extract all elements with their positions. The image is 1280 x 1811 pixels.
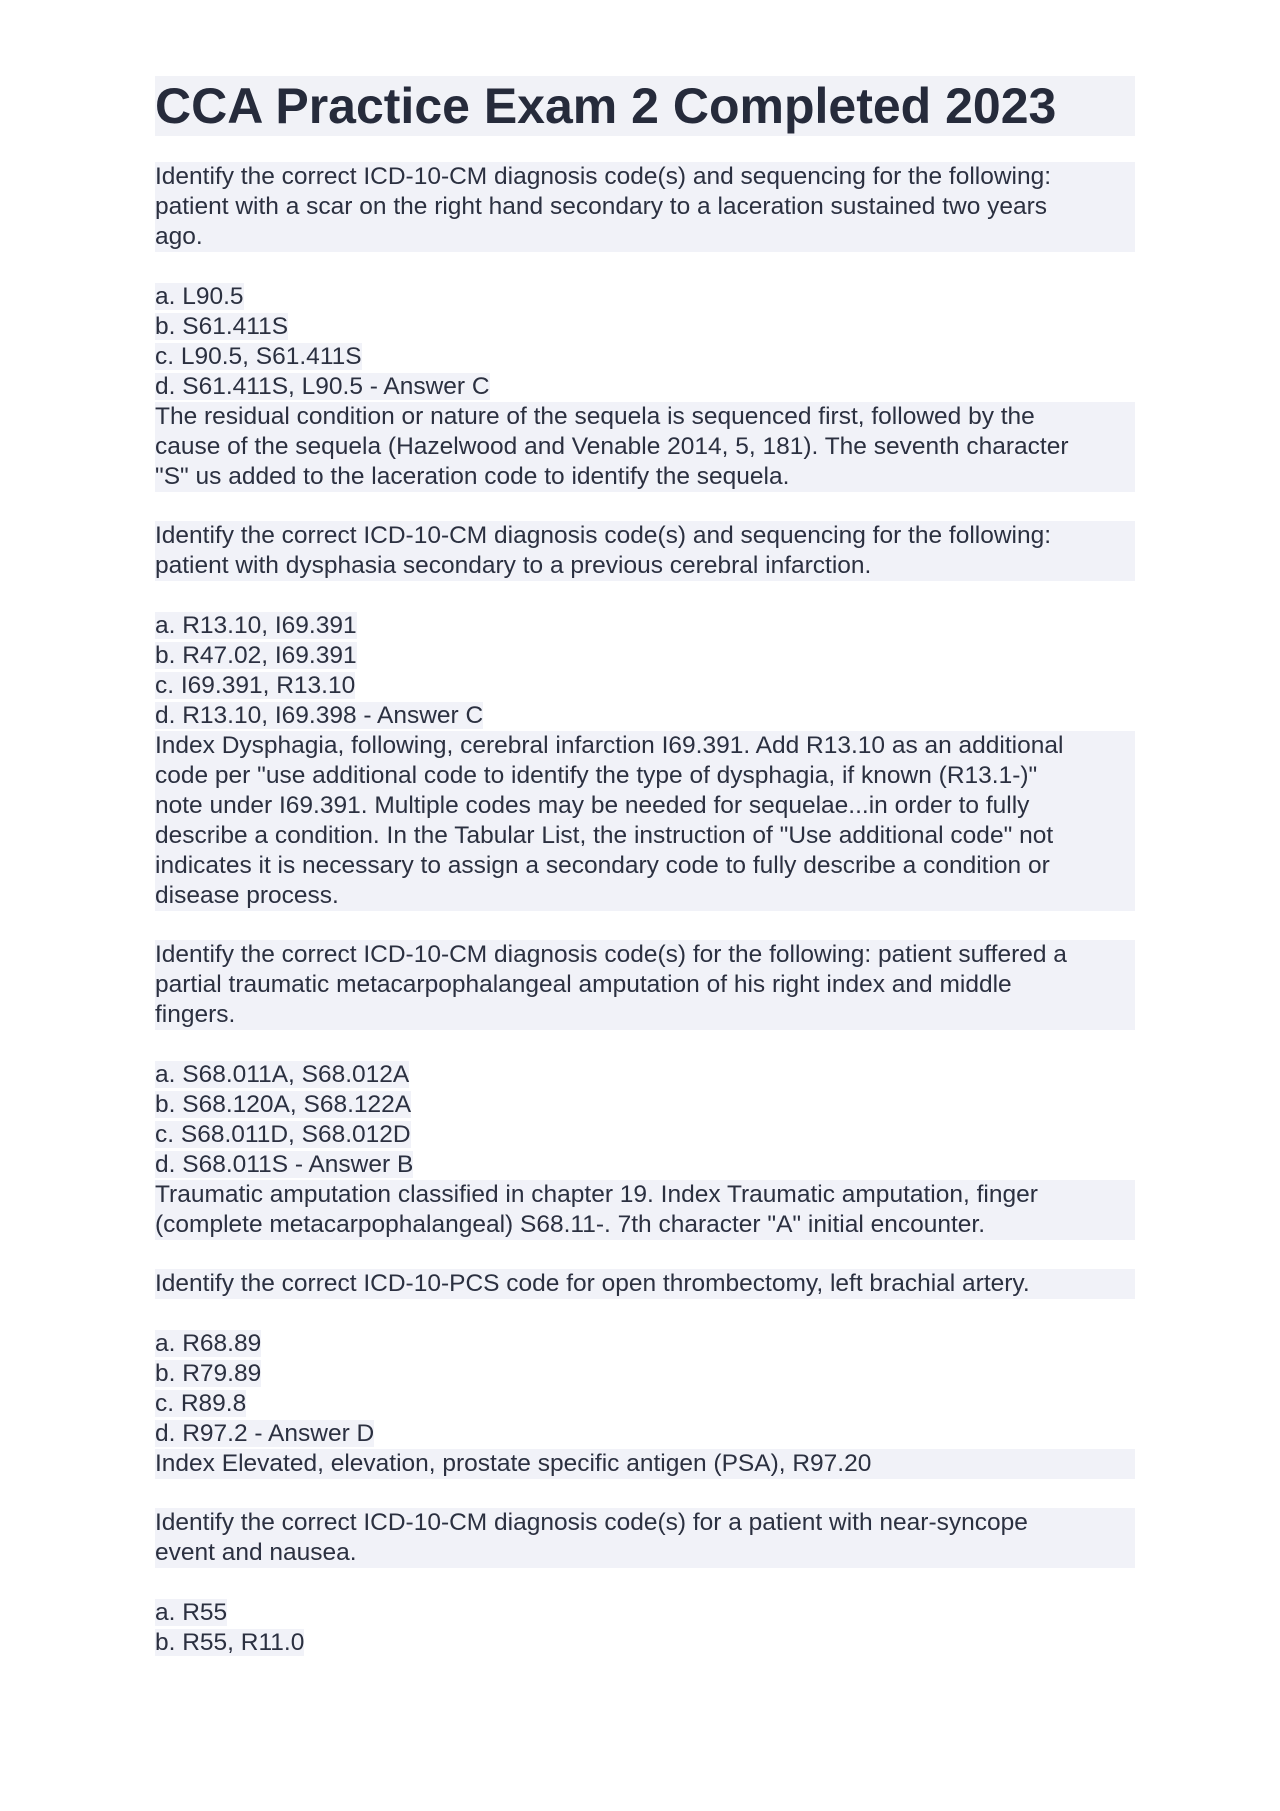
answer-option: b. R55, R11.0 [155, 1629, 305, 1656]
question-line: patient with dysphasia secondary to a previous cerebral infarction. [155, 552, 872, 579]
question-list [155, 162, 1135, 1658]
explanation-line: Traumatic amputation classified in chapter 19. Index Traumatic amputation, finger [155, 1181, 1038, 1208]
spacer [155, 581, 1135, 611]
document-title: CCA Practice Exam 2 Completed 2023 [155, 76, 1135, 136]
answer-option: a. R68.89 [155, 1330, 262, 1357]
question-text [155, 162, 1135, 252]
answer-option: c. S68.011D, S68.012D [155, 1121, 411, 1148]
answer-option: d. S68.011S - Answer B [155, 1151, 414, 1178]
answer-explanation [155, 402, 1135, 492]
answer-options [155, 611, 1135, 731]
explanation-line: describe a condition. In the Tabular List, the instruction of "Use additional code" not [155, 822, 1054, 849]
answer-option: b. S68.120A, S68.122A [155, 1091, 412, 1118]
question-line: Identify the correct ICD-10-PCS code for open thrombectomy, left brachial artery. [155, 1270, 1030, 1297]
document-page [155, 76, 1135, 1687]
explanation-line: cause of the sequela (Hazelwood and Venable 2014, 5, 181). The seventh character [155, 433, 1069, 460]
explanation-line: Index Elevated, elevation, prostate specific antigen (PSA), R97.20 [155, 1450, 872, 1477]
question-line: Identify the correct ICD-10-CM diagnosis code(s) and sequencing for the following: [155, 522, 1052, 549]
question-line: ago. [155, 223, 203, 250]
question-line: patient with a scar on the right hand secondary to a laceration sustained two years [155, 193, 1048, 220]
answer-option: c. L90.5, S61.411S [155, 343, 362, 370]
question-block [155, 521, 1135, 911]
question-line: Identify the correct ICD-10-CM diagnosis code(s) for a patient with near-syncope [155, 1509, 1028, 1536]
answer-explanation [155, 1180, 1135, 1240]
question-block [155, 940, 1135, 1240]
answer-options [155, 1329, 1135, 1449]
explanation-line: Index Dysphagia, following, cerebral infarction I69.391. Add R13.10 as an additional [155, 732, 1064, 759]
question-text [155, 940, 1135, 1030]
spacer [155, 1030, 1135, 1060]
answer-explanation [155, 1449, 1135, 1479]
explanation-line: The residual condition or nature of the sequela is sequenced first, followed by the [155, 403, 1035, 430]
answer-options [155, 1060, 1135, 1180]
answer-option: b. R47.02, I69.391 [155, 642, 357, 669]
explanation-line: (complete metacarpophalangeal) S68.11-. 7th character "A" initial encounter. [155, 1211, 985, 1238]
answer-option: a. S68.011A, S68.012A [155, 1061, 410, 1088]
question-block [155, 1508, 1135, 1658]
answer-explanation [155, 731, 1135, 911]
question-block [155, 162, 1135, 492]
explanation-line: indicates it is necessary to assign a secondary code to fully describe a condition or [155, 852, 1050, 879]
question-line: event and nausea. [155, 1539, 357, 1566]
answer-options [155, 282, 1135, 402]
spacer [155, 1568, 1135, 1598]
answer-option: b. S61.411S [155, 313, 289, 340]
answer-option: c. R89.8 [155, 1390, 247, 1417]
explanation-line: "S" us added to the laceration code to identify the sequela. [155, 463, 790, 490]
question-line: Identify the correct ICD-10-CM diagnosis code(s) and sequencing for the following: [155, 163, 1052, 190]
answer-option: a. L90.5 [155, 283, 244, 310]
question-text [155, 1508, 1135, 1568]
question-line: fingers. [155, 1001, 236, 1028]
explanation-line: code per "use additional code to identify the type of dysphagia, if known (R13.1-)" [155, 762, 1038, 789]
question-line: partial traumatic metacarpophalangeal amputation of his right index and middle [155, 971, 1012, 998]
spacer [155, 252, 1135, 282]
explanation-line: note under I69.391. Multiple codes may be needed for sequelae...in order to fully [155, 792, 1030, 819]
question-text [155, 1269, 1135, 1299]
question-block [155, 1269, 1135, 1479]
answer-option: d. R13.10, I69.398 - Answer C [155, 702, 484, 729]
question-line: Identify the correct ICD-10-CM diagnosis code(s) for the following: patient suffered a [155, 941, 1067, 968]
question-text [155, 521, 1135, 581]
answer-option: a. R55 [155, 1599, 228, 1626]
explanation-line: disease process. [155, 882, 339, 909]
spacer [155, 1299, 1135, 1329]
answer-option: d. S61.411S, L90.5 - Answer C [155, 373, 490, 400]
answer-option: b. R79.89 [155, 1360, 262, 1387]
answer-options [155, 1598, 1135, 1658]
answer-option: a. R13.10, I69.391 [155, 612, 357, 639]
answer-option: d. R97.2 - Answer D [155, 1420, 375, 1447]
answer-option: c. I69.391, R13.10 [155, 672, 356, 699]
